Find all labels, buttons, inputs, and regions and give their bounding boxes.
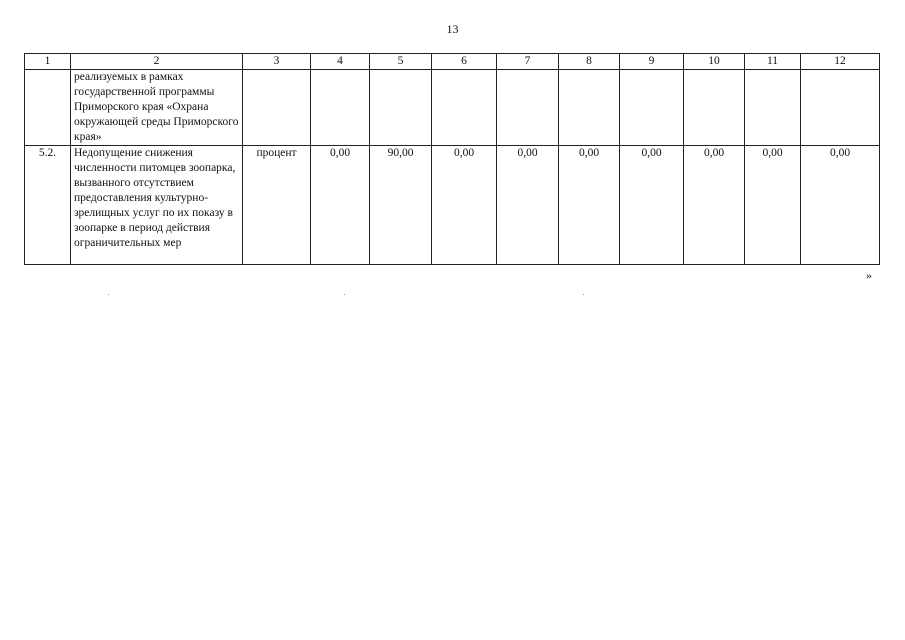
- value-cell-col-9: 0,00: [620, 146, 684, 265]
- value-cell-col-5: [370, 70, 432, 146]
- value-cell-col-8: 0,00: [559, 146, 620, 265]
- column-header-11: 11: [745, 54, 801, 70]
- column-header-5: 5: [370, 54, 432, 70]
- column-header-10: 10: [684, 54, 745, 70]
- indicator-name-cell: реализуемых в рамках государственной программы Приморского края «Охрана окружающей среды Приморского края»: [71, 70, 243, 146]
- value-cell-col-10: [684, 70, 745, 146]
- row-number-cell: 5.2.: [25, 146, 71, 265]
- unit-cell: [243, 70, 311, 146]
- value-cell-col-7: [497, 70, 559, 146]
- column-header-12: 12: [801, 54, 880, 70]
- value-cell-col-9: [620, 70, 684, 146]
- value-cell-col-12: [801, 70, 880, 146]
- column-header-4: 4: [311, 54, 370, 70]
- value-cell-col-7: 0,00: [497, 146, 559, 265]
- value-cell-col-4: [311, 70, 370, 146]
- value-cell-col-5: 90,00: [370, 146, 432, 265]
- value-cell-col-4: 0,00: [311, 146, 370, 265]
- indicators-table: [24, 53, 880, 265]
- value-cell-col-6: 0,00: [432, 146, 497, 265]
- column-header-1: 1: [25, 54, 71, 70]
- scan-speck: [344, 294, 345, 295]
- closing-quote-mark: »: [866, 268, 872, 282]
- value-cell-col-11: [745, 70, 801, 146]
- table-row: [25, 146, 880, 265]
- value-cell-col-8: [559, 70, 620, 146]
- value-cell-col-10: 0,00: [684, 146, 745, 265]
- scan-speck: [108, 294, 109, 295]
- column-header-9: 9: [620, 54, 684, 70]
- value-cell-col-11: 0,00: [745, 146, 801, 265]
- column-number-row: [25, 54, 880, 70]
- table-row: [25, 70, 880, 146]
- value-cell-col-12: 0,00: [801, 146, 880, 265]
- indicator-name-cell: Недопущение снижения численности питомцев зоопарка, вызванного отсутствием предоставления культурно-зрелищных услуг по их показу в зоопарке в период действия ограничительных мер: [71, 146, 243, 265]
- column-header-6: 6: [432, 54, 497, 70]
- column-header-3: 3: [243, 54, 311, 70]
- value-cell-col-6: [432, 70, 497, 146]
- page-number: 13: [446, 22, 459, 36]
- column-header-7: 7: [497, 54, 559, 70]
- unit-cell: процент: [243, 146, 311, 265]
- row-number-cell: [25, 70, 71, 146]
- column-header-2: 2: [71, 54, 243, 70]
- column-header-8: 8: [559, 54, 620, 70]
- scan-speck: [583, 294, 584, 295]
